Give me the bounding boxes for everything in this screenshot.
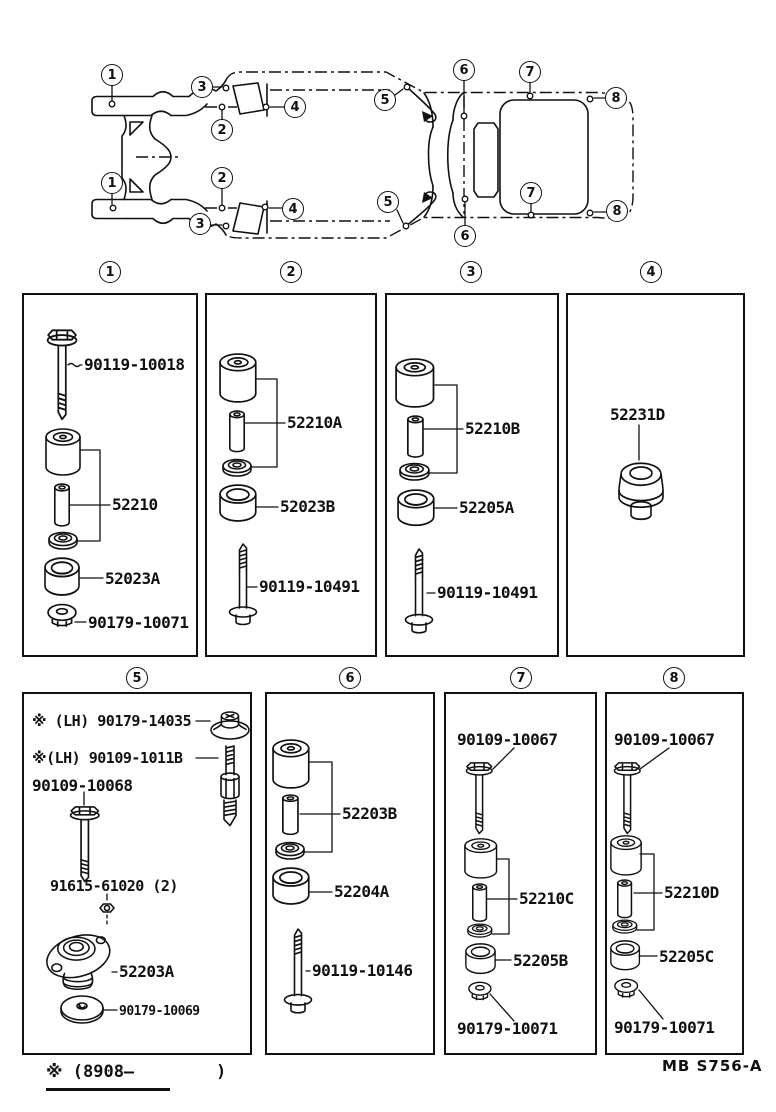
- panel-8-number: 8: [663, 667, 685, 689]
- panel-7-number: 7: [510, 667, 532, 689]
- panel-6-drawing: [267, 694, 437, 1057]
- rear-box: [500, 100, 588, 214]
- callout-3-bottom: 3: [189, 213, 211, 235]
- callout-7-bottom: 7: [520, 182, 542, 204]
- callout-8-top: 8: [605, 87, 627, 109]
- part-number-label: 52204A: [334, 882, 389, 901]
- flange-nut-icon: [211, 712, 249, 739]
- retainer-washer-icon: [276, 843, 304, 860]
- callout-3-top: 3: [191, 76, 213, 98]
- chassis-frame-diagram: [0, 0, 776, 260]
- nut-icon: [469, 982, 491, 999]
- collar-icon: [230, 411, 244, 452]
- body-mount-icon: [41, 928, 115, 990]
- part-number-label: 90109-10067: [614, 730, 715, 749]
- part-number-label: 52210D: [664, 883, 719, 902]
- figure-code: MB S756-A: [662, 1057, 763, 1075]
- bolt-icon: [406, 549, 433, 633]
- part-number-label: 90179-10071: [614, 1018, 715, 1037]
- collar-icon: [283, 795, 298, 834]
- callout-5-bottom: 5: [377, 191, 399, 213]
- bushing-icon: [396, 359, 433, 407]
- panel-2-drawing: [207, 295, 379, 659]
- part-panel-4: [566, 293, 745, 657]
- part-number-label: 52231D: [610, 405, 665, 424]
- applicability-footnote: ※ (8908— ): [46, 1062, 227, 1082]
- callout-4-bottom: 4: [282, 198, 304, 220]
- cushion-icon: [45, 558, 79, 595]
- callout-7-top: 7: [519, 61, 541, 83]
- bushing-icon: [465, 839, 497, 878]
- front-rail-stub-bottom: [92, 200, 126, 219]
- callout-6-bottom: 6: [454, 225, 476, 247]
- bushing-icon: [611, 836, 641, 875]
- retainer-washer-icon: [223, 460, 251, 477]
- part-panel-5: [22, 692, 252, 1055]
- retainer-washer-icon: [468, 924, 492, 937]
- nut-icon: [48, 605, 76, 627]
- part-number-label: 90119-10491: [259, 577, 360, 596]
- bushing-icon: [220, 354, 256, 402]
- disc-washer-icon: [61, 996, 103, 1023]
- cushion-icon: [273, 868, 309, 904]
- bushing-icon: [273, 740, 309, 788]
- part-panel-8: [605, 692, 744, 1055]
- footnote-underline: [46, 1088, 170, 1091]
- cushion-icon: [611, 941, 640, 970]
- small-nut-icon: [100, 904, 114, 912]
- bolt-icon: [48, 330, 77, 419]
- callout-2-bottom: 2: [211, 167, 233, 189]
- mount-points: [109, 84, 593, 229]
- part-number-label: 52023A: [105, 569, 160, 588]
- part-number-label: 90119-10491: [437, 583, 538, 602]
- panel-2-number: 2: [280, 261, 302, 283]
- part-number-label: ※(LH) 90109-1011B: [32, 749, 183, 767]
- part-number-label: 90179-10071: [457, 1019, 558, 1038]
- collar-icon: [473, 884, 487, 921]
- callout-5-top: 5: [374, 89, 396, 111]
- nut-icon: [615, 979, 638, 997]
- callout-1-top: 1: [101, 64, 123, 86]
- part-number-label: 52203B: [342, 804, 397, 823]
- part-panel-3: [385, 293, 559, 657]
- callout-8-bottom: 8: [606, 200, 628, 222]
- part-number-label: 90179-10069: [119, 1004, 200, 1019]
- panel-1-drawing: [24, 295, 200, 659]
- panel-3-drawing: [387, 295, 561, 659]
- panel-1-number: 1: [99, 261, 121, 283]
- part-number-label: 90179-10071: [88, 613, 189, 632]
- part-number-label: 52205B: [513, 951, 568, 970]
- part-number-label: 52210B: [465, 419, 520, 438]
- bolt-icon: [466, 763, 492, 834]
- collar-icon: [55, 484, 69, 526]
- part-panel-2: [205, 293, 377, 657]
- bolt-icon: [230, 544, 257, 625]
- panel-5-number: 5: [126, 667, 148, 689]
- panel-6-number: 6: [339, 667, 361, 689]
- part-number-label: 91615-61020 (2): [50, 877, 178, 895]
- part-number-label: 90109-10068: [32, 776, 133, 795]
- part-number-label: 52205A: [459, 498, 514, 517]
- cushion-icon: [220, 485, 256, 521]
- part-number-label: 52205C: [659, 947, 714, 966]
- callout-4-top: 4: [284, 96, 306, 118]
- part-panel-1: [22, 293, 198, 657]
- part-number-label: 52023B: [280, 497, 335, 516]
- bolt-icon: [71, 807, 99, 881]
- part-number-label: 52203A: [119, 962, 174, 981]
- panel-4-drawing: [568, 295, 747, 659]
- part-number-label: 90119-10018: [84, 355, 185, 374]
- part-number-label: ※ (LH) 90179-14035: [32, 712, 192, 730]
- part-number-label: 52210C: [519, 889, 574, 908]
- collar-icon: [408, 416, 423, 457]
- part-panel-7: [444, 692, 597, 1055]
- collar-icon: [618, 880, 632, 918]
- panel-3-number: 3: [460, 261, 482, 283]
- panel-4-number: 4: [640, 261, 662, 283]
- front-crossmember: [122, 116, 182, 200]
- part-number-label: 52210: [112, 495, 158, 514]
- callout-2-top: 2: [211, 119, 233, 141]
- retainer-washer-icon: [400, 464, 429, 481]
- bolt-icon: [614, 763, 640, 834]
- part-number-label: 90109-10067: [457, 730, 558, 749]
- mid-plate: [474, 123, 498, 197]
- bushing-icon: [46, 429, 80, 475]
- part-number-label: 90119-10146: [312, 961, 413, 980]
- grommet-icon: [619, 463, 663, 519]
- part-panel-6: [265, 692, 435, 1055]
- callout-6-top: 6: [453, 59, 475, 81]
- retainer-washer-icon: [49, 533, 77, 550]
- part-number-label: 52210A: [287, 413, 342, 432]
- cushion-icon: [466, 944, 495, 973]
- front-rail-stub-top: [92, 97, 126, 116]
- cab-mount-brackets: [233, 83, 267, 234]
- cushion-icon: [398, 490, 434, 525]
- callout-1-bottom: 1: [101, 172, 123, 194]
- stud-bolt-icon: [221, 746, 239, 826]
- retainer-washer-icon: [613, 920, 637, 933]
